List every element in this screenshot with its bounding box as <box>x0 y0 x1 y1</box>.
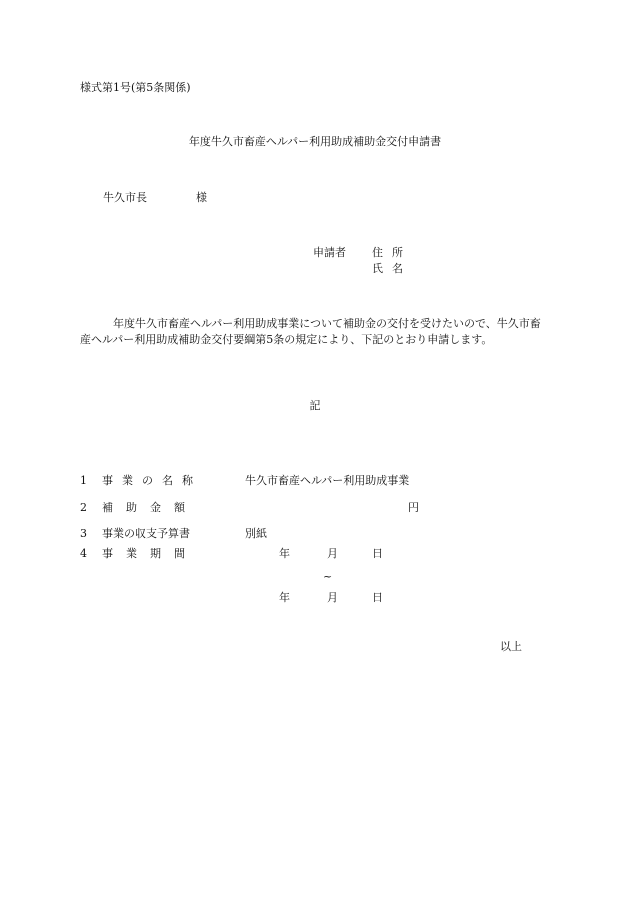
period-end-month: 月 <box>327 591 338 604</box>
period-start-year: 年 <box>279 547 290 560</box>
applicant-address-label: 住所 <box>372 246 412 259</box>
addressee-name: 牛久市長 <box>103 191 147 204</box>
item-value-project-name: 牛久市畜産ヘルパー利用助成事業 <box>245 474 410 487</box>
item-number: 4 <box>80 547 87 560</box>
period-start-day: 日 <box>372 547 383 560</box>
period-end-year: 年 <box>279 591 290 604</box>
item-label-project-period: 事業期間 <box>102 547 198 560</box>
application-statement: 年度牛久市畜産ヘルパー利用助成事業について補助金の交付を受けたいので、牛久市畜産ヘルパー利用助成補助金交付要綱第5条の規定により、下記のとおり申請します。 <box>80 317 541 346</box>
item-number: 3 <box>80 527 87 540</box>
item-value-budget: 別紙 <box>245 527 267 540</box>
item-number: 2 <box>80 501 87 514</box>
item-value-yen-unit: 円 <box>408 501 419 514</box>
record-mark: 記 <box>309 399 321 412</box>
applicant-label: 申請者 <box>313 246 346 259</box>
closing-mark: 以上 <box>500 640 522 653</box>
addressee-honorific: 様 <box>196 191 207 204</box>
item-label-budget: 事業の収支予算書 <box>102 527 190 540</box>
item-number: 1 <box>80 474 87 487</box>
document-title: 年度牛久市畜産ヘルパー利用助成補助金交付申請書 <box>188 135 442 148</box>
period-end-day: 日 <box>372 591 383 604</box>
item-label-project-name: 事業の名称 <box>102 474 202 487</box>
item-label-subsidy-amount: 補助金額 <box>102 501 198 514</box>
form-number: 様式第1号(第5条関係) <box>80 81 191 94</box>
applicant-name-label: 氏名 <box>372 262 412 275</box>
period-start-month: 月 <box>327 547 338 560</box>
period-separator: ~ <box>323 570 333 583</box>
